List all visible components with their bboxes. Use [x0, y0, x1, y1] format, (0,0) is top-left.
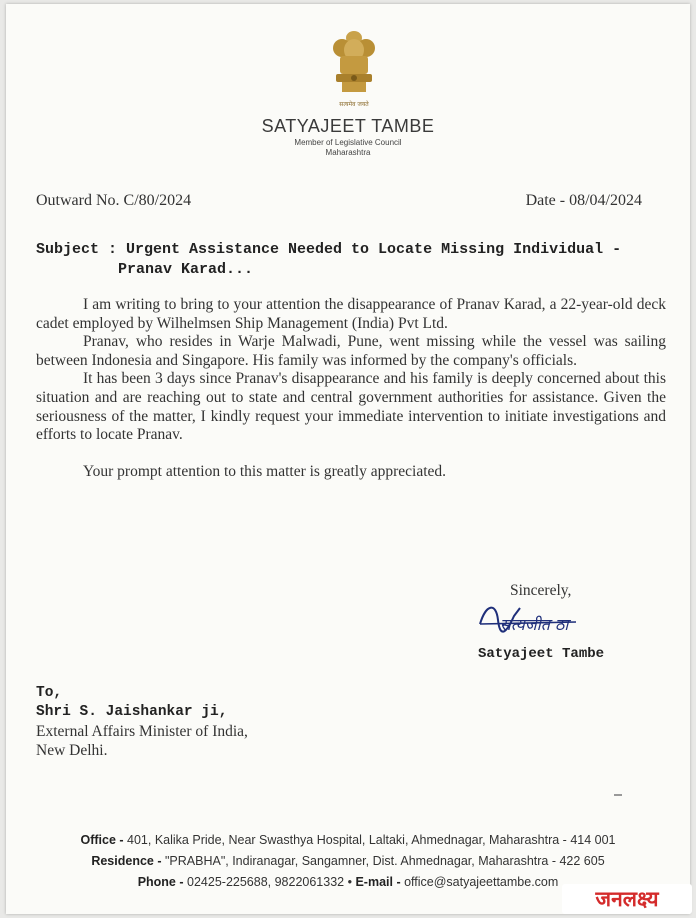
sender-name: SATYAJEET TAMBE [261, 116, 435, 136]
recipient-title: External Affairs Minister of India, [36, 723, 248, 740]
signatory-name: Satyajeet Tambe [478, 646, 605, 662]
footer-residence [6, 851, 690, 872]
phone-number: 02425-225688, 9822061332 [187, 875, 345, 889]
designation-line2: Maharashtra [325, 148, 371, 157]
sender-designation [6, 138, 690, 158]
signature [476, 594, 606, 644]
outward-number: Outward No. C/80/2024 [36, 192, 192, 209]
letter-body [36, 296, 666, 481]
divider-mark [614, 794, 622, 796]
designation-line1: Member of Legislative Council [294, 138, 402, 147]
email-address: office@satyajeettambe.com [404, 875, 559, 889]
body-paragraph-3: It has been 3 days since Pranav's disappearance and his family is deeply concerned about this situation and are reaching out to state and central government authorities for assistance. Given the seriousness of the matter, I kindly request your immediate intervention to initiate investigations and efforts to locate Pranav. [36, 370, 666, 444]
letter-page [6, 4, 690, 914]
email-label: E-mail - [355, 875, 401, 889]
subject [36, 240, 666, 280]
body-paragraph-2: Pranav, who resides in Warje Malwadi, Pune, went missing while the vessel was sailing between Indonesia and Singapore. His family was informed by the company's officials. [36, 333, 666, 369]
state-emblem-icon [322, 26, 386, 114]
office-label: Office - [80, 833, 124, 847]
body-paragraph-1: I am writing to bring to your attention the disappearance of Pranav Karad, a 22-year-old deck cadet employed by Wilhelmsen Ship Management (India) Pvt Ltd. [36, 296, 666, 332]
recipient-city: New Delhi. [36, 742, 108, 759]
body-paragraph-4: Your prompt attention to this matter is greatly appreciated. [83, 462, 447, 480]
subject-line2: Pranav Karad... [118, 261, 254, 278]
watermark-logo: जनलक्ष्य [562, 884, 692, 914]
signature-text: सत्यजीत ठा [500, 615, 569, 634]
emblem-motto: सत्यमेव जयते [339, 101, 369, 108]
letter-date: Date - 08/04/2024 [525, 192, 642, 209]
sincerely: Sincerely, [510, 582, 572, 599]
phone-label: Phone - [137, 875, 184, 889]
footer-office [6, 830, 690, 851]
to-label: To, [36, 685, 63, 701]
residence-label: Residence - [91, 854, 162, 868]
office-address: 401, Kalika Pride, Near Swasthya Hospital, Laltaki, Ahmednagar, Maharashtra - 414 001 [127, 833, 616, 847]
subject-line1: Subject : Urgent Assistance Needed to Locate Missing Individual - [36, 241, 622, 258]
residence-address: "PRABHA", Indiranagar, Sangamner, Dist. Ahmednagar, Maharashtra - 422 605 [164, 854, 605, 868]
recipient-block [36, 684, 248, 760]
footer-contact: Phone - 02425-225688, 9822061332 • E-mail - office@satyajeettambe.com [137, 875, 559, 889]
recipient-name: Shri S. Jaishankar ji, [36, 704, 228, 720]
